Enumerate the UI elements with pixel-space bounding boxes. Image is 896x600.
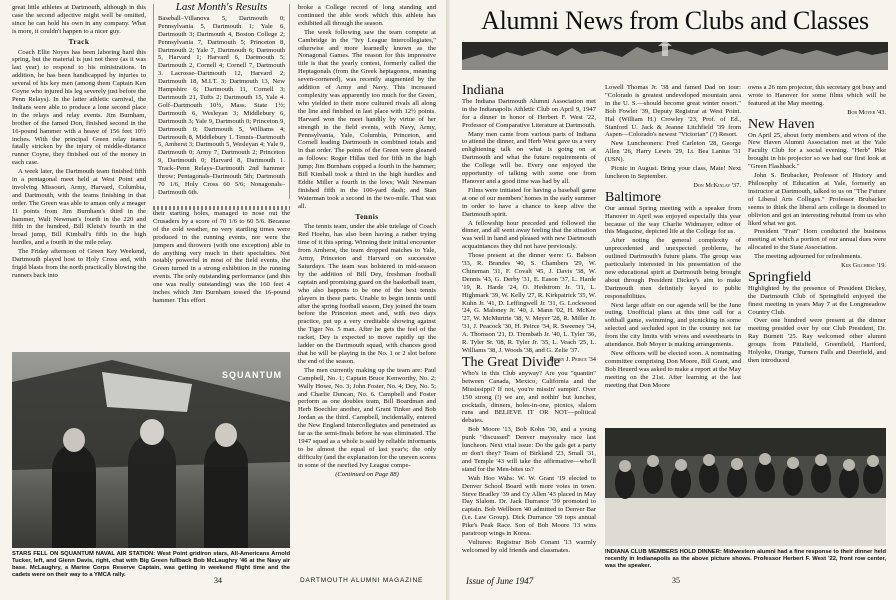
- new-haven-p4: The meeting adjourned for refreshments.: [754, 253, 862, 261]
- page-number-right: 35: [672, 576, 680, 585]
- tennis-roster-text: The men currently making up the team are: Paul Campbell, No. 1; Captain Bruce Kenworthy, No. 2; Wally Howe, No. 3; John Foster, No. 4; Dey, No. 5; and Charlie Duncan, No. 6. Campbell and Foster perform as one doubles team, Bill Boardman and Herb Boechler another, and Grant Tinker and Bob Jordan as the third. Campbell, incidentally, entered the New England Intercollegiates and penetrated as far as the semi-finals before he was eliminated. The 1947 squad as a whole is said by reliable informants to be almost the equal of last year's; the only difficulty (and the explanation for the uneven scores in some of the rarefied Ivy League compe-: [298, 366, 436, 469]
- baltimore-p2: After noting the general complexity of unprecedented and unexpected problems, he outlined Dartmouth's future plans. The group was particularly interested in his presentation of the new educational spirit at Dartmouth being brought about through President Dickey's aim to make Dartmouth men definitely keyed to public responsibilities.: [605, 237, 741, 300]
- tennis-text: The tennis team, under the able tutelage of Coach Red Hoehn, has also been having a rather trying time of it this spring. Winning their initial encounter from Amherst, the team dropped matches to Yale, Army, Princeton and Harvard on successive Saturdays. The team was bolstered in mid-season by the addition of Bill Dey, freshman football captain and promising guard on the basketball team, who also happens to be one of the best tennis players in these parts. Unable to begin tennis until after the spring football season, Dey joined the team before the Princeton meet and, with two days practice, put up a very creditable showing against the Tiger No. 5 man. After he gets the feel of the racket, Dey is expected to move rapidly up the ladder on the Dartmouth squad, with chances good that he will be playing in the No. 1 or 2 slot before the end of the season.: [298, 223, 436, 365]
- baltimore-heading: Baltimore: [605, 189, 661, 205]
- nonagonal-text: The week following saw the team compete at Cambridge in the "Ivy League Intercollegiates," otherwise and more learnedly known as the Nonagonal Games. The reason for this impressive title is that the yearly contest, formerly called the Heptagonals (from the Greek heptagonos, meaning seven-cornered), was recently augmented by the addition of Army and Navy. This increased complexity was apparently too much for the Green, who yielded to their more cultured rivals all along the line and finished in last place with 12½ points. Harvard won the meet handily by virtue of her strength in the field events, with Navy, Army, Pennsylvania, Yale, Columbia, Princeton, and Cornell leading Dartmouth in combined totals and in that order. The points of the Green were gleaned as follows: Roger Hillas tied for fifth in the high jump; Jim Burnham copped a fourth in the hammer; Bill Kimball took a third in the high hurdles and Eddie Miller a fourth in the lows; Walt Newman finished fifth in the 100-yard dash; and Stan Waterman took a second in the two-mile. That was all.: [298, 28, 436, 210]
- new-haven-signature: Ken Gilchrist '19.: [841, 262, 886, 270]
- left-column-1: [12, 4, 146, 349]
- baltimore-p3: Next large affair on our agenda will be the June outing. Unofficial plans at this time call for a softball game, swimming, and picnicking in some selected and secluded spot in the country not far from the city limits with wives and sweethearts in attendance. Bob Moyer is making arrangements.: [605, 301, 741, 349]
- baltimore-p1: Our annual Spring meeting with a speaker from Hanover in April was enjoyed especially this year because of the way Charlie Widmayer, editor of this Magazine, depicted life at the College for us.: [605, 204, 741, 236]
- left-column-3: [298, 4, 436, 564]
- right-column-3: [748, 84, 886, 424]
- results-title: Last Month's Results: [175, 1, 268, 13]
- indiana-p4: A fellowship hour preceded and followed the dinner, and all went away feeling that the situation was well in hand and pleased with new Dartmouth acquaintances they did not have previously.: [462, 219, 596, 251]
- masthead-banner: [462, 42, 888, 70]
- photo-caption: STARS FELL ON SQUANTUM NAVAL AIR STATION: West Point gridiron stars, All-Americans Arnold Tucker, left, and Glenn Davis, right, chat with Big Green fullback Bob McLaughry '46 at the Navy air base. McLaughry, a Marine Corps Reserve Captain, was getting in weekend flight time and the cadets were on their way to a YMCA rally.: [12, 551, 290, 578]
- picnic-text: Picnic in August. Bring your class, Mate! Next luncheon in September.: [605, 165, 741, 180]
- indiana-dinner-illustration: [605, 428, 886, 546]
- indiana-p2: Many men came from various parts of Indiana to attend the dinner, and Herb West gave us a very enlightening talk on what is going on at Dartmouth and what the future requirements of the College will be. Every one enjoyed the opportunity of talking with some one from Hanover and a good time was had by all.: [462, 130, 596, 185]
- college-skyline-illustration: [462, 42, 888, 70]
- masthead-title: Alumni News from Clubs and Classes: [481, 6, 869, 35]
- tennis-heading: Tennis: [355, 212, 379, 221]
- track-friday-text: The Friday afternoon of Green Key Weekend, Dartmouth played host to Holy Cross and, with frigid blasts from the north practically blowing the runners back into: [12, 248, 146, 279]
- squantum-photo-illustration: [12, 352, 290, 548]
- divide-p4: Vultures: Registrar Bob Conant '13 warmly welcomed by old friends and classmates.: [462, 538, 596, 554]
- track-text: Coach Ellie Noyes has been laboring hard this spring, but the material is just not there (as it was last year) to respond to his ministrations. In addition, he has been handicapped by injuries to several of his key men (among them Captain Ken Coyne who injured his leg severely just before the Penn Relays). In the latter athletic carnival, the Indians were able to produce a lone second place in the relays and relay events. Jim Burnham, brother of the famed Don, finished second in the 16-pound hammer with a heave of 156 feet 10½ inches. With the principal Green relay teams fatally stricken by the injury of middle-distance runner Coyne, they finished out of the money in each case.: [12, 48, 146, 167]
- right-column-2: [605, 84, 741, 422]
- divide-p3: Wah Hoo Wahs: W. W. Grant '19 elected to Denver School Board with more votes in town. Steve Bradley '39 and Cy Allen '43 placed in May Day Slalom. Dr. Jack Durrance '39 promoted to captain. Bob Wellborn '40 admitted to Denver Bar (i.e. Law Group). Dick Durrance '39 tops annual Pike's Peak Race. Son of Bob Moore '13 wins paratroop wings in Korea.: [462, 474, 596, 538]
- masthead: [462, 6, 888, 78]
- divide-p1: Who's in this Club anyway? Are you "quantin" between Canada, Mexico, California and the Mississippi? If not, you're missin' sumpin'. Over 150 strong (!) we are, and nothin' but lunches, cocktails, dinners, holes-in-one, picnics, slalom runs and BELIEVE IT OR NOT—political debates.: [462, 369, 596, 425]
- indiana-signature: Henry J. Peirce '34: [549, 355, 596, 363]
- page-number-left: 34: [214, 576, 222, 585]
- new-haven-heading: New Haven: [748, 116, 815, 132]
- results-text: Baseball–Villanova 5, Dartmouth 0; Pennsylvania 5, Dartmouth 1; Yale 6, Dartmouth 3; Dartmouth 4, Boston College 2; Pennsylvania 7, Dartmouth 5; Princeton 8, Dartmouth 2; Yale 7, Dartmouth 6; Dartmouth 5, Harvard 1; Harvard 6, Dartmouth 5; Dartmouth 2, Cornell 4; Cornell 7, Dartmouth 3. Lacrosse–Dartmouth 12, Harvard 2; Dartmouth 18, M.I.T. 3; Dartmouth 13, New Hampshire 6; Dartmouth 11, Cornell 3; Dartmouth 21, Tufts 2; Dartmouth 15, Yale 4. Golf–Dartmouth 10½, Mass. State 1½; Dartmouth 6, Wesleyan 3; Middlebury 6, Dartmouth 3; Yale 9, Dartmouth 0; Princeton 9, Dartmouth 0; Dartmouth 5, Williams 4; Dartmouth 8, Middlebury 1. Tennis–Dartmouth 5, Amherst 3; Dartmouth 5, Wesleyan 4; Yale 9, Dartmouth 0; Army 7, Dartmouth 2; Princeton 9, Dartmouth 0; Harvard 8, Dartmouth 1. Track–Penn Relays–Dartmouth 2nd hammer throw; Pentagonals–Dartmouth 5th; Dartmouth 70 1/6, Holy Cross 60 5/6; Nonagonals–Dartmouth 6th.: [158, 14, 285, 196]
- indiana-p5: Those present at the dinner were: G. Babson '33, R. Brandes '40, S. Chambers '29, W. Chineman '31, F. Covalt '45, J. Davis '38, W. Dennis '43, G. Derby '31, E. Eason '37, L. Harde '19, R. Harde '24, O. Hedstrom Jr. '31, L. Highmark '39, W. Kelly '27, R. Kirkpatrick '35, W. Kuhn Jr. '41, D. Leffingwell Jr. '31, G. Lockwood '24, G. Maloney Jr. '40, J. Mann '02, H. McKee '27, W. McMurtrie '38, V. Meyer '28, R. Miller Jr. '31, J. Peacock '30, H. Peirce '34, R. Sweeney '34, A. Thomson '21, D. Trembath Jr. '40, L. Tyler '36, R. Tyler Sr. '08, R. Tyler Jr. '35, L. Veach '25, L. Williams '38, J. Woods '38, and G. Zelie '37.: [462, 252, 596, 354]
- indiana-p1: The Indiana Dartmouth Alumni Association met in the Indianapolis Athletic Club on April 9, 1947 for a dinner in honor of Herbert F. West '22, Professor of Comparative Literature at Dartmouth.: [462, 97, 596, 129]
- baltimore-continued-text: owns a 26 mm projector, this secretary got busy and wrote to Hanover for some films which will be featured at the May meeting.: [748, 84, 886, 107]
- divide-p2: Bob Moore '13, Bob Kohn '30, and a young punk "discussed" Denver mayoralty race last luncheon. Next vital issue: Do the gals get a party or don't they? Team of Birkland '23, Small '31, and Temple '43 will take the affirmative—who'll stand for the Men-bites us?: [462, 426, 596, 473]
- left-column-2-lower: [153, 210, 290, 348]
- springfield-heading: Springfield: [748, 269, 811, 285]
- springfield-p2: Over one hundred were present at the dinner meeting presided over by our Club President, Dr. Ray Burnett '25. Ray welcomed other alumni groups from Pittsfield, Greenfield, Hartford, Holyoke, Orange, Turners Falls and Deerfield, and then introduced: [748, 317, 886, 364]
- photo-sign-text: SQUANTUM: [222, 370, 282, 380]
- continued-note: (Continued on Page 88): [335, 470, 399, 478]
- divide-continued-text: Lowell Thomas Jr. '38 and famed Dad on tour: "Colorado is greatest undeveloped mountain area in the U. S.—should become great winter resort." Bob Fowler '39, Deputy Registrar at West Point. Hal (William H.) Crowley '23, Prof. of Ed., Stanford U. Jack & Jeanne Litchfield '39 from Aspen—Colorado's newest "Victorian" (?) Resort.: [605, 84, 741, 139]
- springfield-p1: Highlighted by the presence of President Dickey, the Dartmouth Club of Springfield enjoyed the finest meeting in years May 7 at the Longmeadow Country Club.: [748, 284, 886, 316]
- baltimore-signature: Bob Moyer '43.: [847, 108, 886, 116]
- right-page: [450, 0, 896, 600]
- left-page: [0, 0, 446, 600]
- new-luncheoners-text: New Luncheoners: Fred Carleton '28, George Allen '26, Harry Lewis '29, Lt. Bea Lanius '31 (USN).: [605, 140, 741, 164]
- record-text: broke a College record of long standing and continued the able work which this athlete has exhibited all through the season.: [298, 4, 436, 27]
- baltimore-p4: New officers will be elected soon. A nominating committee comprising Don Moore, Bill Grant, and Bob Heuerd was asked to make a report at the May meeting on the 21st. After learning at the last meeting that Don Moore: [605, 350, 741, 389]
- results-box: [153, 1, 290, 199]
- indiana-p3: Films were initiated for having a baseball game at one of our members' homes in the early summer in order to have a chance to keep alive the Dartmouth spirit.: [462, 186, 596, 218]
- intro-text: great little athletes at Dartmouth, although in this case the second adjective might well be omitted, since he can hold his own in any company. What is more, it couldn't happen to a nicer guy.: [12, 4, 146, 35]
- squantum-photo: [12, 352, 290, 548]
- right-column-1-bottom: [462, 356, 596, 570]
- new-haven-p3: President "Fran" Horn conducted the business meeting at which a portion of our annual dues were allocated to the State Association.: [748, 228, 886, 252]
- new-haven-p2: John S. Brubacker, Professor of History and Philosophy of Education at Yale, formerly an instructor at Dartmouth, talked to us on "The Future of Liberal Arts Colleges." Professor Brubacker seems to think the liberal arts college is doomed to oblivion and got an interesting rebuttal from us who liked what we got.: [748, 172, 886, 227]
- indiana-dinner-photo: [605, 428, 886, 546]
- indiana-heading: Indiana: [462, 83, 504, 98]
- great-divide-heading: The Great Divide: [462, 355, 560, 370]
- track-week-text: A week later, the Dartmouth team finished fifth in a pentagonal meet held at West Point and involving Missouri, Army, Harvard, Columbia, and Dartmouth, with the teams finishing in that order. The Green was able to amass only a meager 11 points from Jim Burnham's third in the hammer, Walt Newman's fourth in the 220 and fifth in the hundred, Bill Kleist's fourth in the broad jump, Bill Kimball's fifth in the high hurdles, and a fourth in the mile relay.: [12, 168, 146, 247]
- meet-continued-text: their starting holes, managed to nose out the Crusaders by a score of 70 1/6 to 60 5/6. Because of the cold weather, no very startling times were produced in the running events, nor were the jumpers and throwers (with one exception) able to do anything very much in their specialties. Not notably powerful in most of the field events, the Green turned in a strong exhibition in the running events. The only outstanding performance (and this one was really outstanding) was the 160 feet 4 inches which Jim Burnham tossed the 16-pound hammer. This effort: [153, 210, 290, 304]
- indiana-photo-caption: INDIANA CLUB MEMBERS HOLD DINNER: Midwestern alumni had a fine response to their dinner held recently in Indianapolis as the above picture shows. Professor Herbert F. West '22, front row center, was the speaker.: [605, 549, 886, 569]
- track-heading: Track: [68, 37, 90, 46]
- divide-signature: Don McKinlay '37.: [693, 181, 741, 189]
- magazine-footer: DARTMOUTH ALUMNI MAGAZINE: [300, 577, 424, 584]
- issue-label: Issue of June 1947: [466, 576, 534, 586]
- new-haven-p1: On April 25, about forty members and wives of the New Haven Alumni Association met at the Yale Faculty Club for a social evening. "Herb" Pike brought in his projector so we had our first look at "Green Flashback.": [748, 131, 886, 171]
